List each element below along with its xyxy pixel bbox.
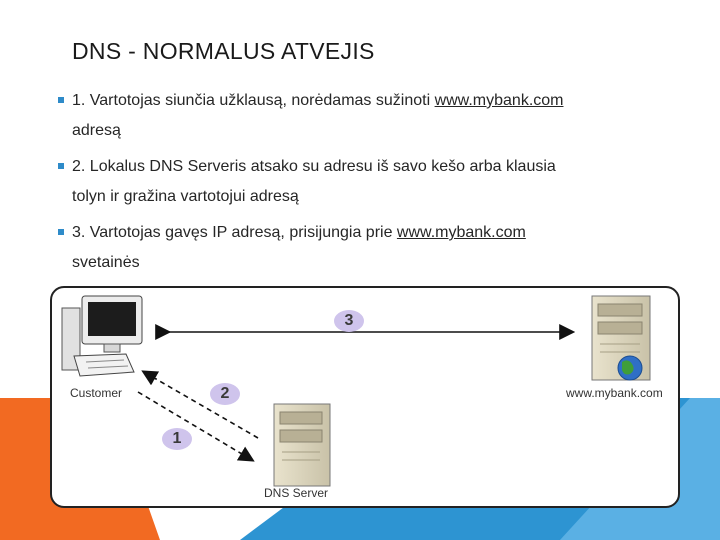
arrow-step-2 (144, 372, 258, 438)
computer-icon (62, 296, 142, 376)
dns-server-label: DNS Server (264, 486, 329, 500)
step-badge-2: 2 (210, 383, 240, 405)
bullet-list (58, 86, 678, 284)
bullet-text: 2. Lokalus DNS Serveris atsako su adresu iš savo kešo arba klausia (72, 158, 556, 175)
bullet-text: 1. Vartotojas siunčia užklausą, norėdamas sužinoti (72, 92, 435, 109)
bullet-square-icon (58, 97, 64, 103)
bullet-square-icon (58, 229, 64, 235)
bullet-text: 3. Vartotojas gavęs IP adresą, prisijungia prie (72, 224, 397, 241)
bank-link[interactable]: www.mybank.com (396, 224, 526, 241)
dns-diagram (50, 286, 680, 508)
slide-title: DNS - NORMALUS ATVEJIS (72, 38, 375, 64)
bullet-item-2 (58, 152, 678, 212)
bullet-item-1 (58, 86, 678, 146)
bullet-text-continued: adresą (72, 122, 121, 139)
step-badge-1: 1 (162, 428, 192, 450)
bank-label: www.mybank.com (566, 386, 663, 400)
step-badge-3: 3 (334, 310, 364, 332)
bullet-text-continued: tolyn ir gražina vartotojui adresą (72, 188, 299, 205)
customer-label: Customer (70, 386, 123, 400)
bank-link[interactable]: www.mybank.com (434, 92, 564, 109)
bullet-square-icon (58, 163, 64, 169)
globe-icon (618, 356, 642, 380)
bullet-item-3 (58, 218, 678, 278)
dns-server-icon (274, 404, 330, 486)
bullet-text-continued: svetainės (72, 254, 140, 271)
